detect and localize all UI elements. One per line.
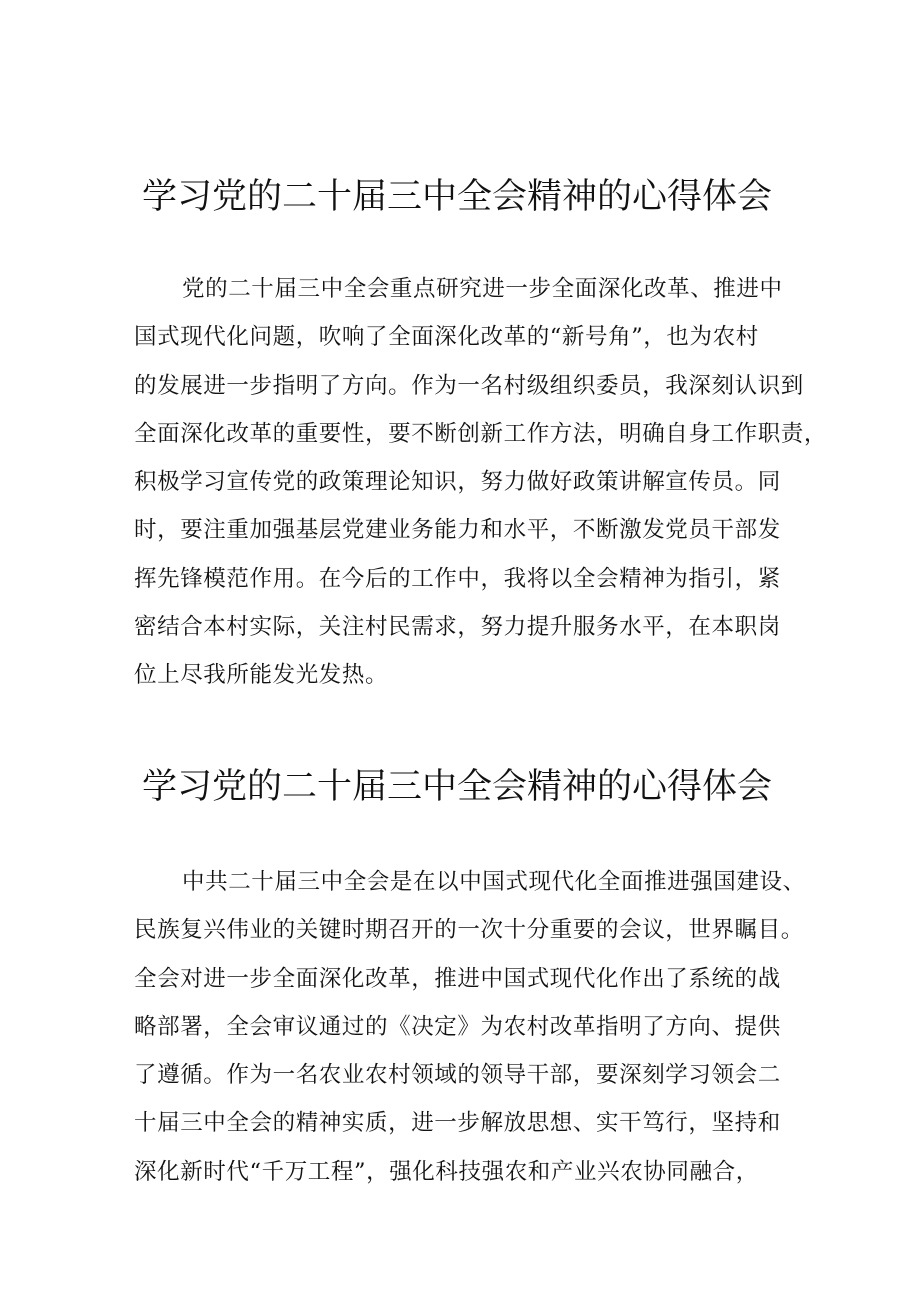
body-line: 时，要注重加强基层党建业务能力和水平，不断激发党员干部发 bbox=[134, 517, 781, 544]
article-title-1: 学习党的二十届三中全会精神的心得体会 bbox=[142, 177, 773, 217]
body-line: 略部署，全会审议通过的《决定》为农村改革指明了方向、提供 bbox=[134, 1013, 781, 1040]
body-line: 全会对进一步全面深化改革，推进中国式现代化作出了系统的战 bbox=[134, 965, 781, 992]
body-line: 了遵循。作为一名农业农村领域的领导干部，要深刻学习领会二 bbox=[134, 1062, 781, 1089]
body-line: 的发展进一步指明了方向。作为一名村级组织委员，我深刻认识到 bbox=[134, 372, 804, 399]
body-line: 位上尽我所能发光发热。 bbox=[134, 662, 389, 689]
body-line: 国式现代化问题，吹响了全面深化改革的“新号角”，也为农村 bbox=[134, 324, 759, 351]
body-line: 全面深化改革的重要性，要不断创新工作方法，明确自身工作职责， bbox=[134, 420, 828, 447]
body-line: 民族复兴伟业的关键时期召开的一次十分重要的会议，世界瞩目。 bbox=[134, 917, 804, 944]
article-title-2: 学习党的二十届三中全会精神的心得体会 bbox=[142, 767, 773, 807]
body-line: 党的二十届三中全会重点研究进一步全面深化改革、推进中 bbox=[182, 276, 783, 302]
body-line: 挥先锋模范作用。在今后的工作中，我将以全会精神为指引，紧 bbox=[134, 565, 781, 592]
body-line: 中共二十届三中全会是在以中国式现代化全面推进强国建设、 bbox=[182, 869, 806, 895]
body-line: 深化新时代“千万工程”，强化科技强农和产业兴农协同融合， bbox=[134, 1158, 759, 1185]
body-line: 积极学习宣传党的政策理论知识，努力做好政策讲解宣传员。同 bbox=[134, 469, 781, 496]
body-line: 十届三中全会的精神实质，进一步解放思想、实干笃行，坚持和 bbox=[134, 1110, 781, 1137]
body-line: 密结合本村实际，关注村民需求，努力提升服务水平，在本职岗 bbox=[134, 614, 781, 641]
article-body-1 bbox=[134, 265, 828, 700]
article-body-2 bbox=[134, 858, 806, 1196]
